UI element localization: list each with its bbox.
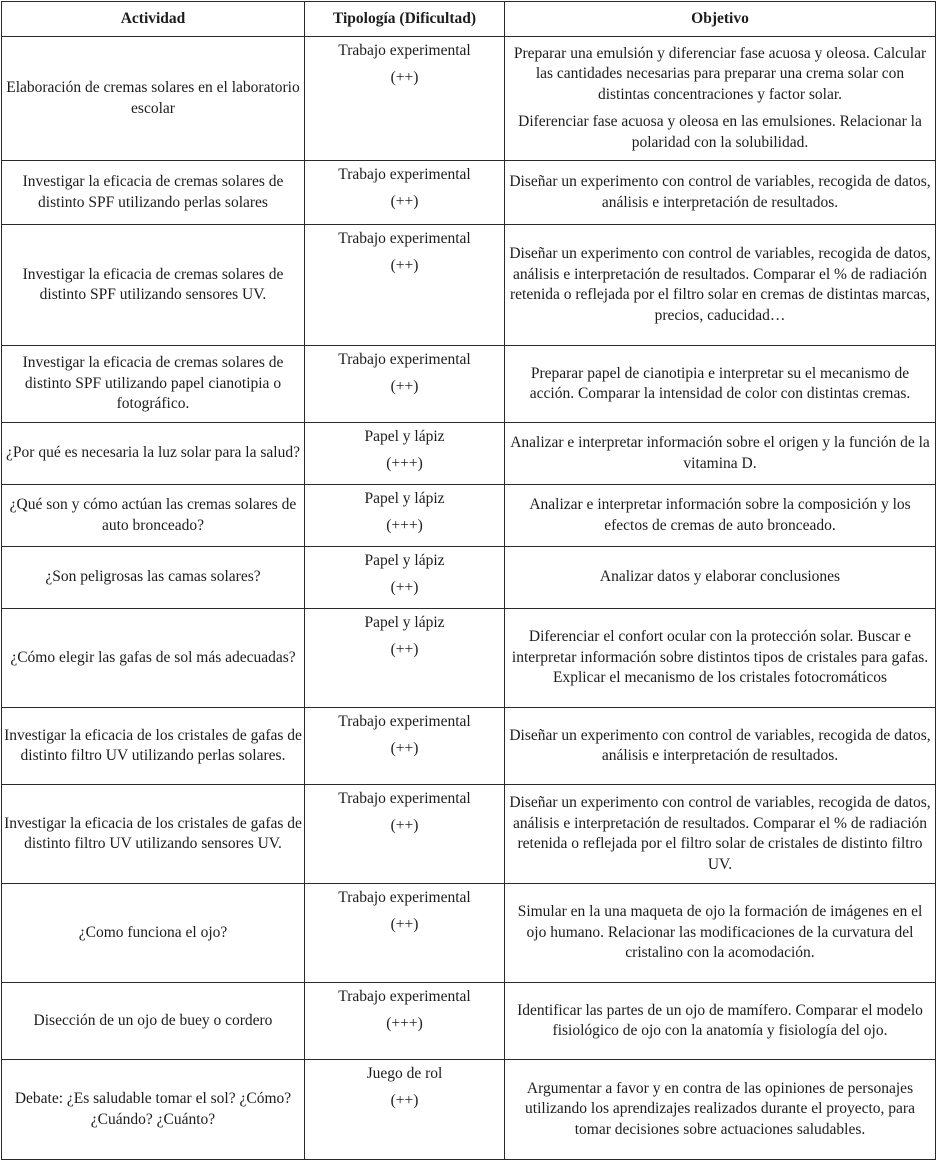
header-objective: Objetivo (505, 2, 936, 37)
objective-paragraph: Diferenciar fase acuosa y oleosa en las emulsiones. Relacionar la polaridad con la solubilidad. (518, 113, 922, 151)
objective-paragraph: Diseñar un experimento con control de variables, recogida de datos, análisis e interpretación de resultados. Comparar el % de radiación retenida o reflejada por el filtro solar en cremas de distintas marcas, precios, caducidad… (509, 245, 931, 324)
activity-cell: Elaboración de cremas solares en el laboratorio escolar (2, 37, 305, 161)
activity-cell: Investigar la eficacia de cremas solares de distinto SPF utilizando papel cianotipia o fotográfico. (2, 346, 305, 423)
difficulty-label: (+++) (386, 454, 423, 472)
activity-cell: Investigar la eficacia de los cristales de gafas de distinto filtro UV utilizando sensores UV. (2, 785, 305, 884)
table-row (2, 884, 936, 983)
typology-label: Trabajo experimental (338, 713, 471, 730)
objective-cell (505, 609, 936, 708)
objective-paragraph: Preparar una emulsión y diferenciar fase acuosa y oleosa. Calcular las cantidades necesarias para preparar una crema solar con distintas concentraciones y factor solar. (513, 44, 927, 103)
table-row (2, 609, 936, 708)
activities-table (1, 1, 936, 1160)
objective-cell (505, 346, 936, 423)
objective-paragraph: Preparar papel de cianotipia e interpretar su el mecanismo de acción. Comparar la intensidad de color con distintas cremas. (529, 364, 911, 402)
difficulty-label: (++) (390, 915, 419, 933)
activity-cell: ¿Como funciona el ojo? (2, 884, 305, 983)
typology-cell (305, 485, 505, 547)
table-body (2, 37, 936, 1160)
activity-cell: ¿Qué son y cómo actúan las cremas solares de auto bronceado? (2, 485, 305, 547)
objective-paragraph: Diseñar un experimento con control de variables, recogida de datos, análisis e interpretación de resultados. (509, 726, 931, 764)
typology-cell (305, 37, 505, 161)
activity-cell: Investigar la eficacia de los cristales de gafas de distinto filtro UV utilizando perlas solares. (2, 708, 305, 785)
typology-label: Trabajo experimental (338, 790, 471, 807)
typology-cell (305, 423, 505, 485)
typology-cell (305, 708, 505, 785)
typology-cell (305, 346, 505, 423)
typology-cell (305, 161, 505, 225)
activity-cell: Debate: ¿Es saludable tomar el sol? ¿Cómo? ¿Cuándo? ¿Cuánto? (2, 1060, 305, 1160)
difficulty-label: (+++) (386, 516, 423, 534)
activity-cell: ¿Por qué es necesaria la luz solar para la salud? (2, 423, 305, 485)
typology-cell (305, 1060, 505, 1160)
typology-cell (305, 983, 505, 1060)
difficulty-label: (++) (390, 578, 419, 596)
objective-paragraph: Diseñar un experimento con control de variables, recogida de datos, análisis e interpretación de resultados. Comparar el % de radiación retenida o reflejada por el filtro solar de cristales de distinto filtro UV. (509, 794, 931, 873)
typology-label: Trabajo experimental (338, 889, 471, 906)
header-typology: Tipología (Dificultad) (305, 2, 505, 37)
objective-paragraph: Analizar e interpretar información sobre la composición y los efectos de cremas de auto bronceado. (529, 496, 911, 534)
activity-cell: Disección de un ojo de buey o cordero (2, 983, 305, 1060)
typology-label: Trabajo experimental (338, 351, 471, 368)
typology-label: Papel y lápiz (364, 428, 445, 445)
objective-cell (505, 983, 936, 1060)
header-row (2, 2, 936, 37)
typology-label: Juego de rol (366, 1065, 443, 1082)
objective-cell (505, 37, 936, 161)
typology-label: Papel y lápiz (364, 490, 445, 507)
objective-cell (505, 161, 936, 225)
table-row (2, 708, 936, 785)
table-row (2, 225, 936, 346)
typology-label: Trabajo experimental (338, 42, 471, 59)
typology-cell (305, 609, 505, 708)
activity-cell: ¿Cómo elegir las gafas de sol más adecuadas? (2, 609, 305, 708)
difficulty-label: (++) (390, 1091, 419, 1109)
activity-cell: Investigar la eficacia de cremas solares de distinto SPF utilizando sensores UV. (2, 225, 305, 346)
table-row (2, 346, 936, 423)
difficulty-label: (++) (390, 192, 419, 210)
table-row (2, 485, 936, 547)
objective-paragraph: Simular en la una maqueta de ojo la formación de imágenes en el ojo humano. Relacionar las modificaciones de la curvatura del cristalino con la acomodación. (517, 903, 923, 962)
objective-paragraph: Identificar las partes de un ojo de mamífero. Comparar el modelo fisiológico de ojo con la anatomía y fisiología del ojo. (517, 1001, 923, 1039)
objective-cell (505, 423, 936, 485)
typology-cell (305, 884, 505, 983)
table-row (2, 983, 936, 1060)
activity-cell: Investigar la eficacia de cremas solares de distinto SPF utilizando perlas solares (2, 161, 305, 225)
objective-paragraph: Analizar datos y elaborar conclusiones (599, 568, 841, 586)
objective-paragraph: Analizar e interpretar información sobre el origen y la función de la vitamina D. (510, 434, 930, 472)
difficulty-label: (++) (390, 68, 419, 86)
objective-cell (505, 884, 936, 983)
objective-cell (505, 708, 936, 785)
difficulty-label: (+++) (386, 1014, 423, 1032)
typology-cell (305, 547, 505, 609)
table-row (2, 547, 936, 609)
objective-paragraph: Diferenciar el confort ocular con la protección solar. Buscar e interpretar información sobre distintos tipos de cristales para gafas. Explicar el mecanismo de los cristales fotocromáticos (511, 628, 929, 687)
objective-cell (505, 547, 936, 609)
objective-cell (505, 225, 936, 346)
difficulty-label: (++) (390, 816, 419, 834)
difficulty-label: (++) (390, 640, 419, 658)
typology-label: Papel y lápiz (364, 614, 445, 631)
typology-cell (305, 785, 505, 884)
table-row (2, 785, 936, 884)
objective-paragraph: Diseñar un experimento con control de variables, recogida de datos, análisis e interpretación de resultados. (509, 173, 931, 211)
difficulty-label: (++) (390, 739, 419, 757)
objective-cell (505, 485, 936, 547)
typology-label: Trabajo experimental (338, 230, 471, 247)
table-row (2, 37, 936, 161)
objective-paragraph: Argumentar a favor y en contra de las opiniones de personajes utilizando los aprendizajes realizados durante el proyecto, para tomar decisiones sobre actuaciones saludables. (525, 1079, 915, 1138)
table-row (2, 1060, 936, 1160)
objective-cell (505, 1060, 936, 1160)
difficulty-label: (++) (390, 256, 419, 274)
typology-cell (305, 225, 505, 346)
typology-label: Trabajo experimental (338, 988, 471, 1005)
activity-cell: ¿Son peligrosas las camas solares? (2, 547, 305, 609)
table-row (2, 161, 936, 225)
typology-label: Papel y lápiz (364, 552, 445, 569)
typology-label: Trabajo experimental (338, 166, 471, 183)
header-activity: Actividad (2, 2, 305, 37)
table-row (2, 423, 936, 485)
objective-cell (505, 785, 936, 884)
difficulty-label: (++) (390, 377, 419, 395)
